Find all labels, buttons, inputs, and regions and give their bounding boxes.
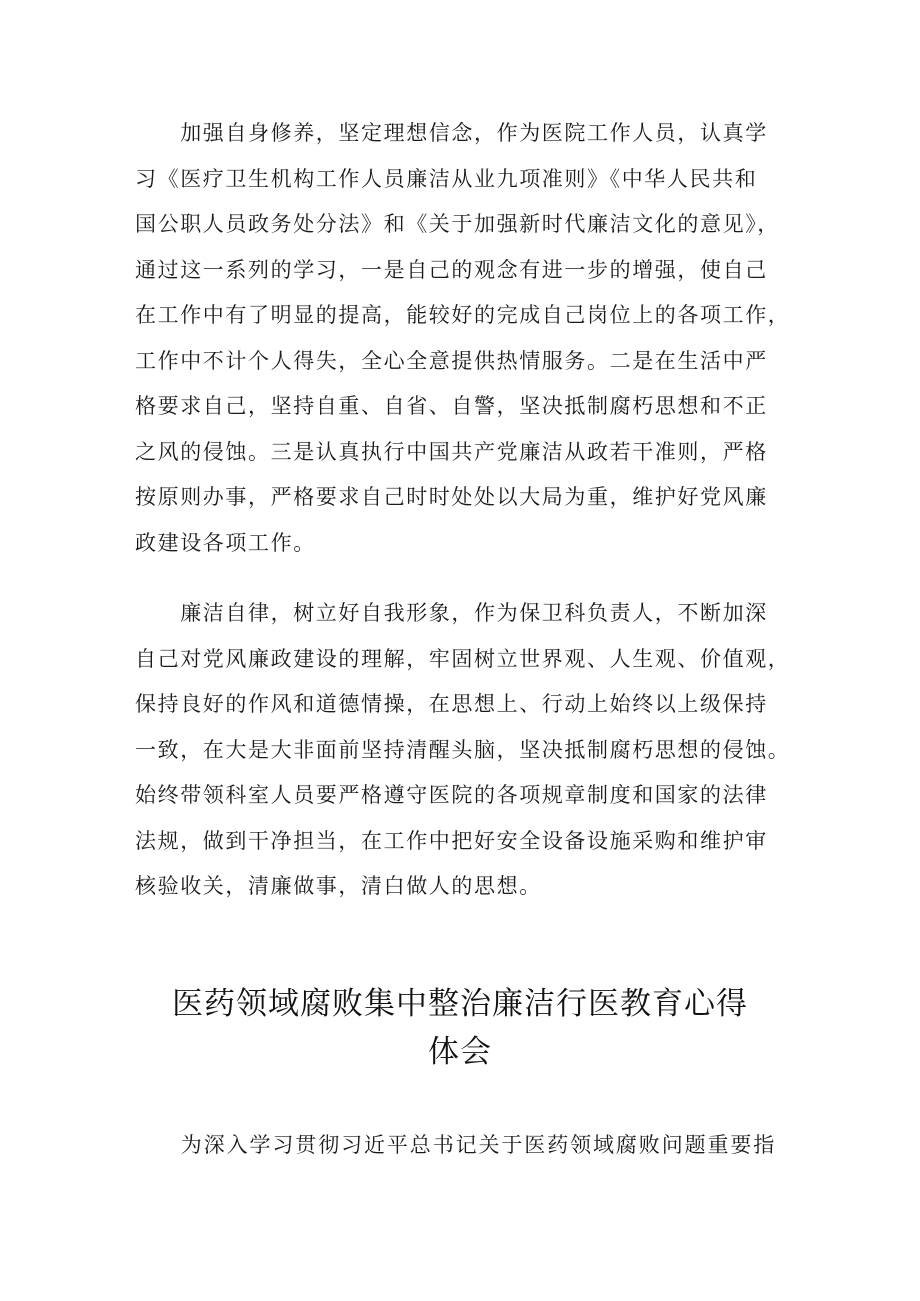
body-paragraph-self-cultivation	[135, 111, 795, 566]
text-line: 保持良好的作风和道德情操，在思想上、行动上始终以上级保持	[135, 692, 768, 716]
section-title-line-1: 医药领域腐败集中整治廉洁行医教育心得	[172, 986, 748, 1022]
text-line: 习《医疗卫生机构工作人员廉洁从业九项准则》《中华人民共和	[135, 166, 758, 191]
text-line: 一致，在大是大非面前坚持清醒头脑，坚决抵制腐朽思想的侵蚀。	[135, 737, 791, 762]
text-line: 国公职人员政务处分法》和《关于加强新时代廉洁文化的意见》，	[135, 212, 780, 236]
text-line: 始终带领科室人员要严格遵守医院的各项规章制度和国家的法律	[135, 783, 768, 807]
text-line: 按原则办事，严格要求自己时时处处以大局为重，维护好党风廉	[135, 485, 768, 509]
text-line: 通过这一系列的学习，一是自己的观念有进一步的增强，使自己	[135, 257, 768, 282]
text-line: 格要求自己，坚持自重、自省、自警，坚决抵制腐朽思想和不正	[135, 394, 768, 418]
text-line: 工作中不计个人得失，全心全意提供热情服务。二是在生活中严	[135, 348, 768, 373]
text-line: 加强自身修养，坚定理想信念，作为医院工作人员，认真学	[135, 121, 768, 145]
text-line: 为深入学习贯彻习近平总书记关于医药领域腐败问题重要指	[135, 1133, 777, 1157]
text-line: 自己对党风廉政建设的理解，牢固树立世界观、人生观、价值观，	[135, 646, 791, 671]
text-line: 核验收关，清廉做事，清白做人的思想。	[135, 874, 542, 898]
body-paragraph-self-discipline	[135, 591, 795, 910]
text-line: 在工作中有了明显的提高，能较好的完成自己岗位上的各项工作，	[135, 303, 791, 327]
section-title	[0, 980, 920, 1076]
intro-paragraph	[135, 1123, 795, 1169]
section-title-line-2: 体会	[428, 1034, 492, 1070]
text-line: 政建设各项工作。	[135, 530, 316, 555]
text-line: 法规，做到干净担当，在工作中把好安全设备设施采购和维护审	[135, 828, 768, 853]
text-line: 廉洁自律，树立好自我形象，作为保卫科负责人，不断加深	[135, 601, 768, 625]
text-line: 之风的侵蚀。三是认真执行中国共产党廉洁从政若干准则，严格	[135, 439, 768, 464]
